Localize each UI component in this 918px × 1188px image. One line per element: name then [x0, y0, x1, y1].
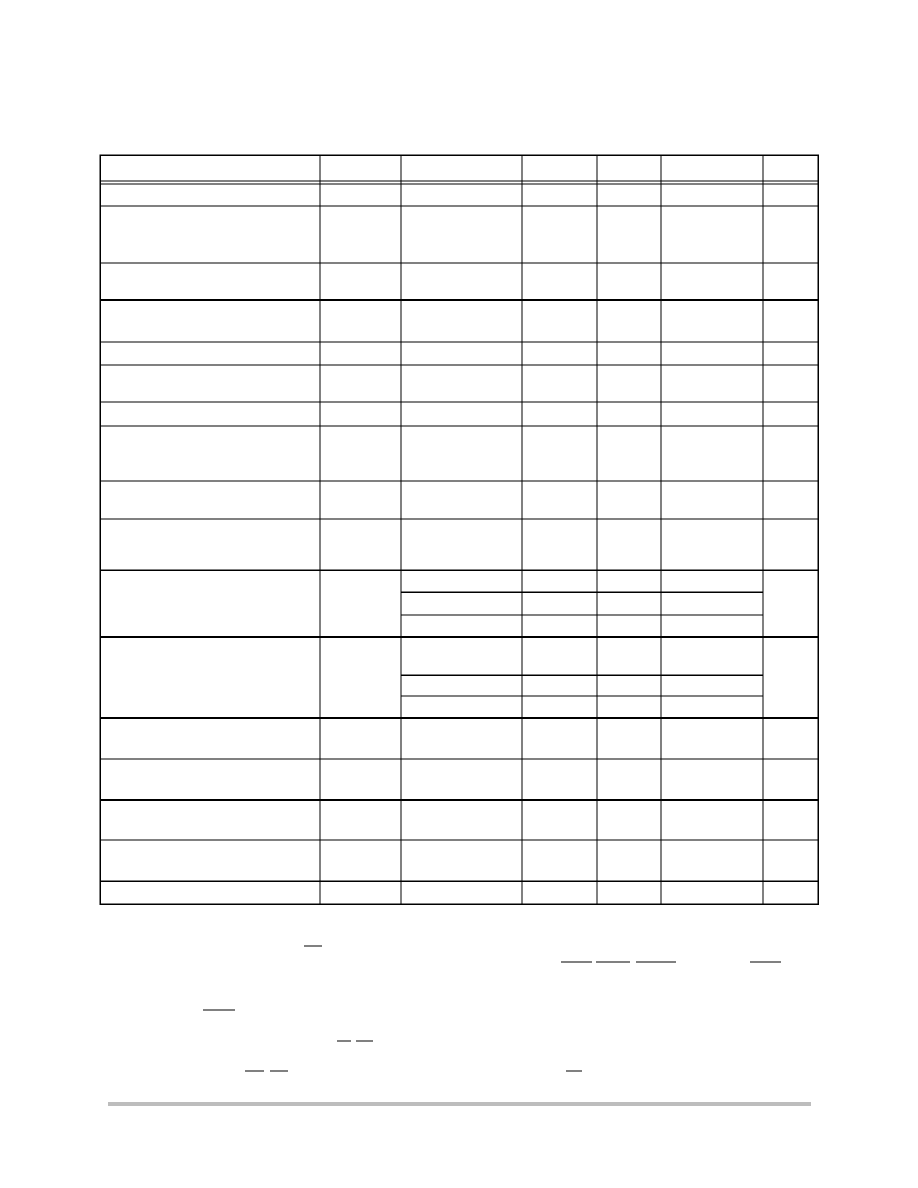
footnotes: [203, 946, 781, 1071]
specification-table: [100, 155, 818, 904]
table-outer-border: [100, 155, 818, 904]
footer-bar: [108, 1102, 811, 1106]
